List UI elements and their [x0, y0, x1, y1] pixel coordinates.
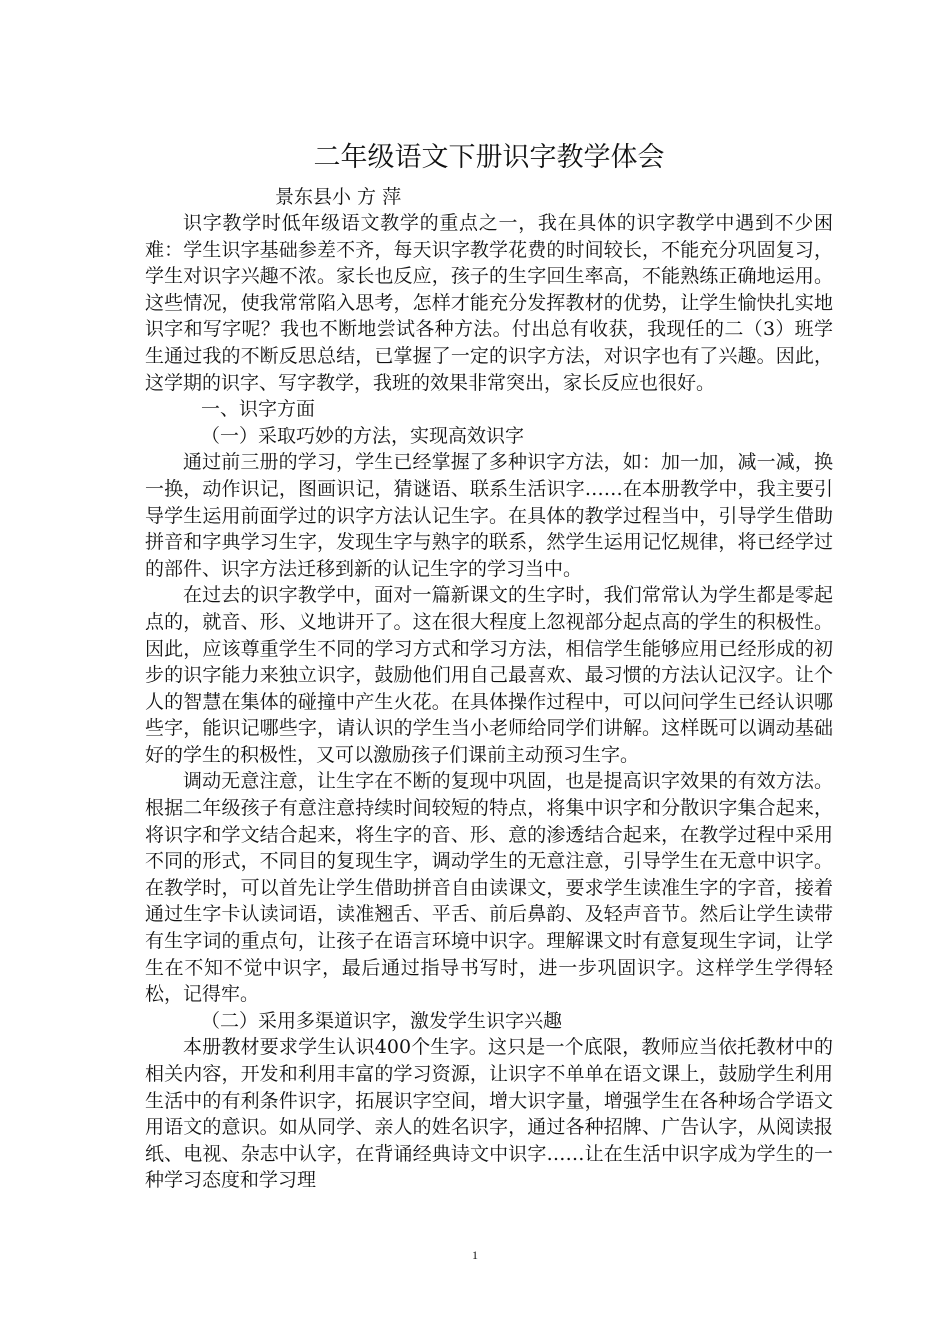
paragraph: 通过前三册的学习，学生已经掌握了多种识字方法，如：加一加，减一减，换一换，动作识记，图画识记，猜谜语、联系生活识字……在本册教学中，我主要引导学生运用前面学过的识字方法认记生字。在具体的教学过程当中，引导学生借助拼音和字典学习生字，发现生字与熟字的联系，然学生运用记忆规律，将已经学过的部件、识字方法迁移到新的认记生字的学习当中。 [145, 451, 833, 580]
section-heading: （二）采用多渠道识字，激发学生识字兴趣 [201, 1009, 563, 1032]
section-heading: （一）采取巧妙的方法，实现高效识字 [201, 424, 525, 447]
author-line: 景东县小 方 萍 [275, 186, 402, 208]
document-body [145, 210, 833, 1194]
paragraph: 本册教材要求学生认识400个生字。这只是一个底限，教师应当依托教材中的相关内容，开发和利用丰富的学习资源，让识字不单单在语文课上，鼓励学生利用生活中的有利条件识字，拓展识字空间，增大识字量，增强学生在各种场合学语文用语文的意识。如从同学、亲人的姓名识字，通过各种招牌、广告认字，从阅读报纸、电视、杂志中认字，在背诵经典诗文中识字……让在生活中识字成为学生的一种学习态度和学习理 [145, 1036, 833, 1192]
paragraph: 在过去的识字教学中，面对一篇新课文的生字时，我们常常认为学生都是零起点的，就音、形、义地讲开了。这在很大程度上忽视部分起点高的学生的积极性。因此，应该尊重学生不同的学习方式和学习方法，相信学生能够应用已经形成的初步的识字能力来独立识字，鼓励他们用自己最喜欢、最习惯的方法认记汉字。让个人的智慧在集体的碰撞中产生火花。在具体操作过程中，可以问问学生已经认识哪些字，能识记哪些字，请认识的学生当小老师给同学们讲解。这样既可以调动基础好的学生的积极性，又可以激励孩子们课前主动预习生字。 [145, 584, 833, 766]
paragraph: 调动无意注意，让生字在不断的复现中巩固，也是提高识字效果的有效方法。根据二年级孩子有意注意持续时间较短的特点，将集中识字和分散识字集合起来，将识字和学文结合起来，将生字的音、形、意的渗透结合起来，在教学过程中采用不同的形式，不同目的复现生字，调动学生的无意注意，引导学生在无意中识字。在教学时，可以首先让学生借助拼音自由读课文，要求学生读准生字的字音，接着通过生字卡认读词语，读准翘舌、平舌、前后鼻韵、及轻声音节。然后让学生读带有生字词的重点句，让孩子在语言环境中识字。理解课文时有意复现生字词，让学生在不知不觉中识字，最后通过指导书写时，进一步巩固识字。这样学生学得轻松，记得牢。 [145, 770, 833, 1006]
section-heading: 一、识字方面 [201, 398, 316, 421]
document-title: 二年级语文下册识字教学体会 [313, 142, 665, 173]
document-page [145, 140, 833, 1194]
page-number: 1 [472, 1248, 478, 1262]
paragraph: 识字教学时低年级语文教学的重点之一，我在具体的识字教学中遇到不少困难：学生识字基础参差不齐，每天识字教学花费的时间较长，不能充分巩固复习，学生对识字兴趣不浓。家长也反应，孩子的生字回生率高，不能熟练正确地运用。这些情况，使我常常陷入思考，怎样才能充分发挥教材的优势，让学生愉快扎实地识字和写字呢？我也不断地尝试各种方法。付出总有收获，我现任的二（3）班学生通过我的不断反思总结，已掌握了一定的识字方法，对识字也有了兴趣。因此，这学期的识字、写字教学，我班的效果非常突出，家长反应也很好。 [145, 212, 833, 394]
